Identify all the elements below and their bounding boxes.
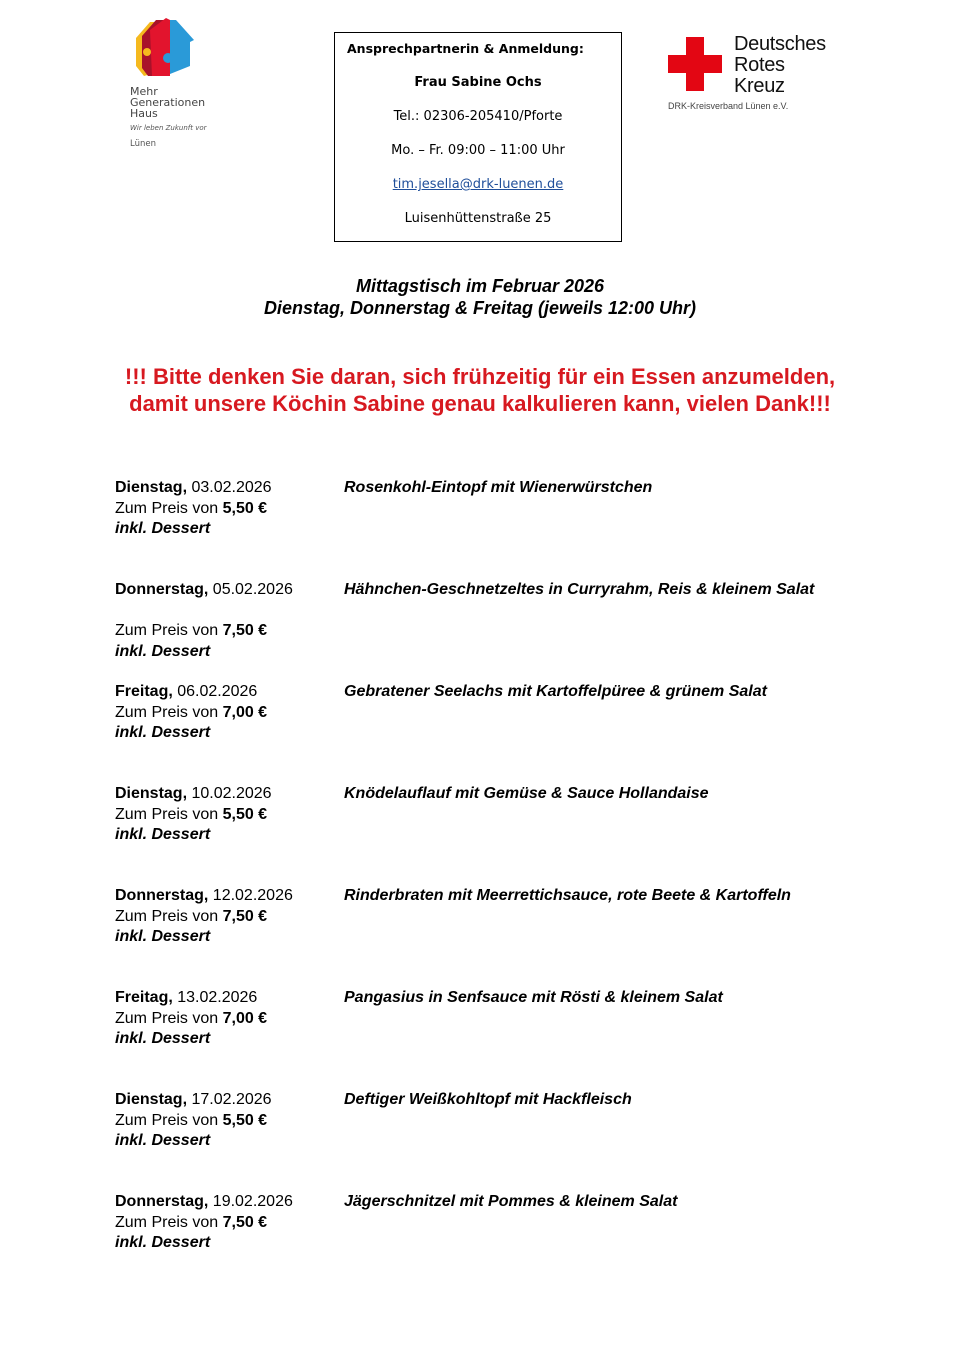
contact-hours: Mo. – Fr. 09:00 – 11:00 Uhr bbox=[391, 143, 565, 158]
notice-line-2: damit unsere Köchin Sabine genau kalkulieren kann, vielen Dank!!! bbox=[129, 391, 831, 416]
mgh-line2: Generationen bbox=[130, 96, 206, 109]
entry-dish: Pangasius in Senfsauce mit Rösti & kleinem Salat bbox=[344, 989, 723, 1006]
entry-date: 13.02.2026 bbox=[172, 989, 258, 1006]
entry-dish: Hähnchen-Geschnetzeltes in Curryrahm, Reis & kleinem Salat bbox=[344, 581, 815, 598]
mgh-line1: Mehr bbox=[130, 85, 158, 98]
page-subtitle: Dienstag, Donnerstag & Freitag (jeweils 12:00 Uhr) bbox=[263, 298, 697, 318]
price-label: Zum Preis von bbox=[115, 1213, 223, 1231]
entry-day: Dienstag, bbox=[115, 479, 188, 496]
dessert-label: inkl. Dessert bbox=[115, 1132, 211, 1149]
entry-date: 03.02.2026 bbox=[187, 479, 272, 496]
drk-name bbox=[734, 34, 826, 97]
dessert-label: inkl. Dessert bbox=[115, 1030, 211, 1047]
entry-dish: Knödelauflauf mit Gemüse & Sauce Hollandaise bbox=[344, 785, 709, 802]
price-label: Zum Preis von bbox=[115, 622, 223, 639]
entry-day: Donnerstag, bbox=[115, 887, 209, 904]
drk-line1: Deutsches bbox=[734, 33, 826, 55]
price-label: Zum Preis von bbox=[115, 805, 223, 823]
entry-date: 12.02.2026 bbox=[208, 887, 293, 904]
dessert-label: inkl. Dessert bbox=[115, 520, 211, 537]
entry-dish: Rosenkohl-Eintopf mit Wienerwürstchen bbox=[344, 479, 653, 496]
entry-price: 7,50 € bbox=[222, 622, 268, 639]
entry-dish: Jägerschnitzel mit Pommes & kleinem Salat bbox=[344, 1193, 678, 1210]
price-label: Zum Preis von bbox=[115, 703, 223, 721]
entry-dish: Deftiger Weißkohltopf mit Hackfleisch bbox=[344, 1091, 632, 1108]
drk-line3: Kreuz bbox=[734, 75, 785, 97]
price-label: Zum Preis von bbox=[115, 1111, 223, 1129]
dessert-label: inkl. Dessert bbox=[115, 724, 211, 741]
entry-price: 7,50 € bbox=[222, 1213, 268, 1231]
notice-line-1: !!! Bitte denken Sie daran, sich frühzeitig für ein Essen anzumelden, bbox=[124, 364, 836, 389]
entry-price: 7,00 € bbox=[222, 1009, 268, 1027]
mgh-name bbox=[130, 86, 205, 119]
contact-box bbox=[334, 32, 622, 242]
page-title: Mittagstisch im Februar 2026 bbox=[355, 276, 605, 296]
entry-date: 19.02.2026 bbox=[208, 1193, 293, 1210]
dessert-label: inkl. Dessert bbox=[115, 642, 211, 660]
entry-day: Donnerstag, bbox=[115, 581, 209, 598]
entry-dish: Gebratener Seelachs mit Kartoffelpüree & grünem Salat bbox=[344, 683, 767, 700]
contact-heading: Ansprechpartnerin & Anmeldung: bbox=[347, 41, 584, 56]
entry-price: 5,50 € bbox=[222, 499, 268, 517]
entry-price: 5,50 € bbox=[222, 805, 268, 823]
entry-price: 7,50 € bbox=[222, 907, 268, 925]
drk-logo bbox=[668, 34, 848, 114]
mgh-line3: Haus bbox=[130, 107, 158, 120]
drk-line2: Rotes bbox=[734, 54, 785, 76]
entry-date: 17.02.2026 bbox=[187, 1091, 272, 1108]
entry-date: 06.02.2026 bbox=[172, 683, 258, 700]
price-label: Zum Preis von bbox=[115, 499, 223, 517]
price-label: Zum Preis von bbox=[115, 1009, 223, 1027]
entry-date: 10.02.2026 bbox=[187, 785, 272, 802]
entry-day: Donnerstag, bbox=[115, 1193, 209, 1210]
entry-date: 05.02.2026 bbox=[208, 581, 293, 598]
red-cross-icon bbox=[668, 37, 722, 91]
contact-email-link[interactable]: tim.jesella@drk-luenen.de bbox=[392, 177, 564, 192]
contact-address: Luisenhüttenstraße 25 bbox=[404, 211, 552, 226]
mehr-generationen-haus-logo bbox=[128, 16, 238, 156]
house-puzzle-icon bbox=[128, 16, 198, 78]
entry-day: Dienstag, bbox=[115, 1091, 188, 1108]
dessert-label: inkl. Dessert bbox=[115, 826, 211, 843]
entry-price: 7,00 € bbox=[222, 703, 268, 721]
contact-phone: Tel.: 02306-205410/Pforte bbox=[393, 109, 563, 124]
dessert-label: inkl. Dessert bbox=[115, 928, 211, 945]
drk-subtitle: DRK-Kreisverband Lünen e.V. bbox=[668, 101, 789, 111]
entry-dish: Rinderbraten mit Meerrettichsauce, rote Beete & Kartoffeln bbox=[344, 887, 791, 904]
contact-name: Frau Sabine Ochs bbox=[414, 75, 542, 90]
mgh-tagline: Wir leben Zukunft vor bbox=[130, 124, 207, 132]
entry-day: Freitag, bbox=[115, 683, 173, 700]
entry-day: Freitag, bbox=[115, 989, 173, 1006]
entry-day: Dienstag, bbox=[115, 785, 188, 802]
mgh-city: Lünen bbox=[130, 139, 156, 149]
entry-price: 5,50 € bbox=[222, 1111, 268, 1129]
dessert-label: inkl. Dessert bbox=[115, 1234, 211, 1251]
price-label: Zum Preis von bbox=[115, 907, 223, 925]
